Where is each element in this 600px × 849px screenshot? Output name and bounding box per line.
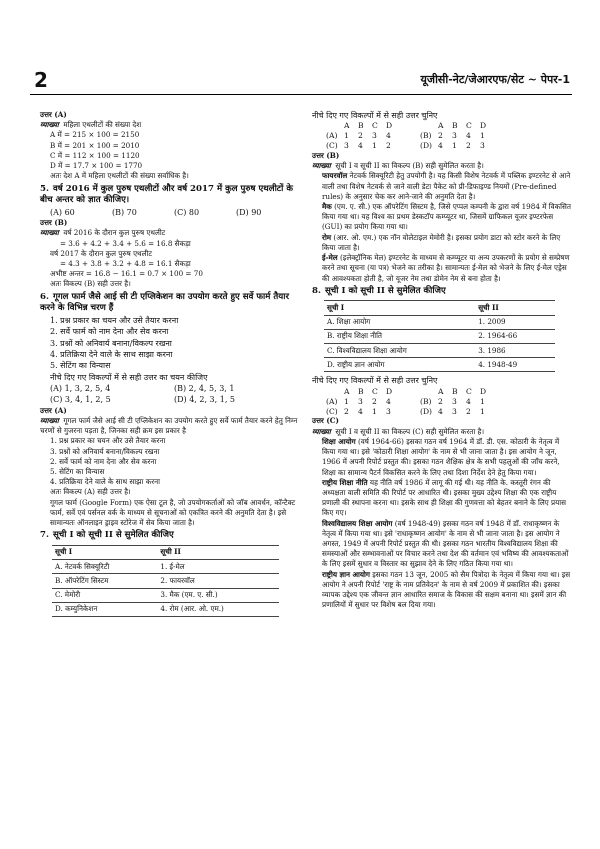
list-1-item: D. राष्ट्रीय ज्ञान आयोग: [324, 358, 475, 372]
exp5-line-5: अभीष्ट अन्तर = 16.8 − 16.1 = 0.7 × 100 = 70: [50, 269, 203, 279]
grid-cell: (A): [326, 131, 338, 141]
grid-cell: [400, 407, 420, 417]
term-email: ई-मेल: [322, 253, 338, 263]
q7-match-table: [52, 545, 279, 617]
term-knowledge-commission: राष्ट्रीय ज्ञान आयोग: [322, 569, 370, 579]
grid-cell: 2: [438, 131, 443, 141]
page-header-title: यूजीसी-नेट/जेआरएफ/सेट ~ पेपर-1: [420, 73, 570, 86]
table-row: [52, 574, 279, 588]
grid-cell: 1: [344, 396, 349, 406]
q6-options-row-1: [40, 383, 298, 394]
grid-cell: (C): [326, 406, 338, 416]
grid-cell: 3: [344, 141, 349, 151]
answer-6: उत्तर (A): [40, 405, 67, 415]
exp8-knowledge-commission: [312, 570, 574, 611]
exp5-line-6: अतः विकल्प (B) सही उत्तर है।: [50, 279, 131, 289]
table-header-list-1: सूची I: [52, 545, 157, 559]
exp7-mac-text: (एम. ए. सी.) एक ऑपरेटिंग सिस्टम है, जिसे एप्पल कम्पनी के द्वारा वर्ष 1984 में विकसित किया गया था। यह विश्व का प्रथम डेस्कटॉप कम्प्यूटर था, जिसमें ग्राफिकल यूजर इण्टरफेस (GUI) का प्रयोग किया गया था।: [322, 202, 571, 232]
table-row: [324, 329, 555, 343]
grid-cell: C: [466, 386, 472, 396]
q5-text: वर्ष 2016 में कुल पुरुष एथलीटों और वर्ष 2017 में कुल पुरुष एथलीटों के बीच अन्तर को ज्ञात कीजिए।: [40, 183, 293, 206]
q7-text: सूची I को सूची II से सुमेलित कीजिए: [53, 530, 174, 541]
grid-cell: C: [372, 386, 378, 396]
q8-prompt: नीचे दिए गए विकल्पों में से सही उत्तर चुनिए: [312, 376, 438, 386]
exp5-line-3: वर्ष 2017 के दौरान कुल पुरुष एथलीट: [50, 248, 152, 258]
exp6-step-5: 4. प्रतिक्रिया देने वाले के साथ साझा करना: [50, 477, 161, 487]
grid-cell: (B): [420, 396, 432, 406]
exp7-email: [312, 253, 574, 284]
grid-cell: [400, 121, 420, 131]
table-row: [52, 560, 279, 574]
grid-cell: (D): [420, 406, 433, 416]
list-1-item: A. शिक्षा आयोग: [324, 315, 475, 329]
grid-cell: 3: [386, 406, 391, 416]
page-number: 2: [34, 68, 48, 92]
q6-option-c: (C) 3, 4, 1, 2, 5: [50, 395, 111, 405]
q8-number: 8.: [312, 285, 321, 296]
exp4-conclusion: अतः देश A में महिला एथलीटों की संख्या सर्वाधिक है।: [50, 171, 189, 181]
grid-cell: [400, 387, 420, 397]
q6-option-a: (A) 1, 3, 2, 5, 4: [50, 383, 111, 393]
q7-number: 7.: [40, 530, 49, 541]
grid-cell: [326, 121, 344, 131]
table-header-list-1: सूची I: [324, 301, 475, 315]
grid-cell: (B): [420, 131, 432, 141]
q7-prompt: नीचे दिए गए विकल्पों में से सही उत्तर चुनिए: [312, 111, 438, 120]
grid-cell: 1: [372, 141, 377, 151]
exp4-line-d: D में = 17.7 × 100 = 1770: [50, 161, 143, 171]
q5-option-a: (A) 60: [50, 207, 75, 217]
term-education-commission: शिक्षा आयोग: [322, 436, 356, 446]
explanation-4-text: महिला एथलीटों की संख्या देश: [63, 120, 142, 130]
list-1-item: C. मेमोरी: [52, 588, 157, 602]
table-row: [324, 315, 555, 329]
grid-cell: 2: [386, 141, 391, 151]
q5-number: 5.: [40, 183, 49, 194]
question-5: [40, 184, 298, 207]
exp5-line-2: = 3.6 + 4.2 + 3.4 + 5.6 = 16.8 सैकड़ा: [60, 238, 191, 248]
answer-8: उत्तर (C): [312, 416, 339, 426]
grid-cell: 4: [466, 396, 471, 406]
exp6-text: गूगल फार्म जैसे आई सी टी एप्लिकेशन का उपयोग करते हुए सर्वे फार्म तैयार करने हेतु निम्न चरणों से गुजरना पड़ता है, जिनका सही क्रम इस प्रकार है: [40, 415, 298, 436]
table-header-row: [324, 301, 555, 315]
exp7-rom: [312, 233, 574, 253]
grid-cell: D: [386, 121, 393, 131]
grid-cell: 1: [452, 141, 457, 151]
grid-cell: 4: [466, 131, 471, 141]
table-row: [52, 602, 279, 616]
grid-cell: 4: [358, 406, 363, 416]
grid-cell: A: [344, 121, 350, 131]
grid-cell: D: [386, 386, 393, 396]
grid-cell: A: [438, 121, 444, 131]
explanation-label: व्याख्या: [40, 120, 59, 130]
grid-cell: 2: [372, 396, 377, 406]
list-2-item: 4. रोम (आर. ओ. एम.): [157, 602, 279, 616]
exp4-line-b: B में = 201 × 100 = 2010: [50, 140, 140, 150]
grid-cell: D: [480, 386, 487, 396]
list-1-item: C. विश्वविद्यालय शिक्षा आयोग: [324, 344, 475, 358]
explanation-5: [40, 228, 298, 238]
exp5-line-4: = 4.3 + 3.8 + 3.2 + 4.8 = 16.1 सैकड़ा: [60, 258, 191, 268]
exp6-step-2: 3. प्रश्नों को अनिवार्य बनाना/विकल्प रखना: [50, 446, 160, 456]
explanation-6: [40, 416, 298, 436]
exp6-step-4: 5. सेटिंग का विन्यास: [50, 466, 105, 476]
term-firewall: फायरवॉल: [322, 171, 348, 181]
list-1-item: B. राष्ट्रीय शिक्षा नीति: [324, 329, 475, 343]
q6-step-4: 4. प्रतिक्रिया देने वाले के साथ साझा करना: [50, 349, 173, 359]
q6-text: गूगल फार्म जैसे आई सी टी एप्लिकेशन का उपयोग करते हुए सर्वे फार्म तैयार करने के विभिन्न चरण हैं: [40, 291, 289, 314]
exp8-education-commission-text: (वर्ष 1964-66) इसका गठन वर्ष 1964 में डॉ. डी. एस. कोठारी के नेतृत्व में किया गया था। इसे 'कोठारी शिक्षा आयोग' के नाम से भी जाना जाता है। इस आयोग ने जून, 1966 में अपनी रिपोर्ट प्रस्तुत की। इसका गठन शैक्षिक क्षेत्र के सभी पहलुओं की जाँच करने, शिक्षा का सामान्य पैटर्न विकसित करने के लिए तथा दिशा निर्देश देने हेतु किया गया।: [322, 436, 560, 477]
q6-option-d: (D) 4, 2, 3, 1, 5: [174, 395, 235, 405]
header-rule: [30, 94, 572, 95]
q6-step-5: 5. सेटिंग का विन्यास: [50, 361, 111, 371]
q8-match-table: [324, 300, 555, 372]
answer-7: उत्तर (B): [312, 150, 340, 160]
table-row: [324, 344, 555, 358]
explanation-label: व्याख्या: [40, 228, 59, 238]
grid-cell: 3: [452, 131, 457, 141]
table-row: [324, 358, 555, 372]
grid-cell: 1: [372, 406, 377, 416]
q7-options-grid: [312, 121, 574, 151]
question-8: [312, 286, 574, 298]
q6-step-3: 3. प्रश्नों को अनिवार्य बनाना/विकल्प रखना: [50, 338, 172, 348]
term-rom: रोम: [322, 232, 332, 242]
q8-text: सूची I को सूची II से सुमेलित कीजिए: [325, 285, 446, 296]
grid-cell: 4: [438, 406, 443, 416]
q5-option-d: (D) 90: [236, 207, 262, 217]
table-row: [52, 588, 279, 602]
grid-cell: 3: [452, 396, 457, 406]
grid-cell: 4: [358, 141, 363, 151]
grid-cell: (D): [420, 141, 433, 151]
q5-option-b: (B) 70: [112, 207, 137, 217]
grid-cell: 4: [386, 131, 391, 141]
exp8-national-policy: [312, 478, 574, 519]
grid-cell: 2: [466, 406, 471, 416]
list-1-item: D. कम्युनिकेशन: [52, 602, 157, 616]
left-column: [40, 110, 298, 620]
explanation-7: [312, 161, 574, 171]
exp8-national-policy-text: यह नीति वर्ष 1986 में लागू की गई थी। यह नीति के. कस्तूरी रंगन की अध्यक्षता वाली समिति की रिपोर्ट पर आधारित थी। इसका मुख्य उद्देश्य शिक्षा की एक राष्ट्रीय प्रणाली की स्थापना करना था। इसके साथ ही शिक्षा की गुणवत्ता को बेहतर बनाने के लिए प्रयास किए गए।: [322, 477, 566, 518]
q6-number: 6.: [40, 291, 49, 302]
table-header-row: [52, 545, 279, 559]
list-2-item: 3. 1986: [475, 344, 554, 358]
exp7-firewall-text: नेटवर्क सिक्यूरिटी हेतु उपयोगी है। यह किसी विशेष नेटवर्क में पब्लिक इण्टरनेट से आने वाली तथा विशेष नेटवर्क से जाने वाली डेटा पैकेट को प्री-डिफाइण्ड नियमों (Pre-defined rules) के अनुसार चेक कर आने-जाने की अनुमति देता है।: [322, 171, 571, 201]
term-mac: मैक: [322, 202, 332, 212]
grid-cell: B: [358, 121, 364, 131]
grid-cell: 2: [438, 396, 443, 406]
list-2-item: 4. 1948-49: [475, 358, 554, 372]
explanation-label: व्याख्या: [40, 415, 59, 425]
exp7-firewall: [312, 171, 574, 202]
exp6-step-1: 1. प्रश्न प्रकार का चयन और उसे तैयार करना: [50, 436, 166, 446]
grid-cell: A: [438, 386, 444, 396]
exp6-step-3: 2. सर्वे फार्म को नाम देना और सेव करना: [50, 456, 157, 466]
grid-cell: 3: [452, 406, 457, 416]
exp7-intro: सूची I व सूची II का विकल्प (B) सही सुमेलित करता है।: [335, 161, 484, 171]
list-2-item: 1. ई-मेल: [157, 560, 279, 574]
list-1-item: A. नेटवर्क सिक्यूरिटी: [52, 560, 157, 574]
grid-cell: 1: [480, 406, 485, 416]
q6-options-row-2: [40, 394, 298, 405]
q8-options-grid: [312, 387, 574, 417]
q5-options: [40, 207, 298, 218]
grid-cell: 1: [480, 131, 485, 141]
exp8-intro: सूची I व सूची II का विकल्प (C) सही सुमेलित करता है।: [335, 426, 485, 436]
grid-cell: 3: [372, 131, 377, 141]
grid-cell: [420, 387, 438, 397]
exp7-mac: [312, 202, 574, 233]
grid-cell: C: [372, 121, 378, 131]
exp5-line-1: वर्ष 2016 के दौरान कुल पुरुष एथलीट: [63, 228, 166, 238]
list-2-item: 2. फायरवॉल: [157, 574, 279, 588]
grid-cell: A: [344, 386, 350, 396]
explanation-label: व्याख्या: [312, 426, 331, 436]
exp6-note: गूगल फार्म (Google Form) एक ऐसा टूल है, जो उपयोगकर्ताओं को जॉब आवर्धन, कॉन्टैक्ट फार्म, सर्वे एवं पर्सनल वर्क के माध्यम से सूचनाओं को एकत्रित करने की अनुमति देता है। इसे सामान्यतः ऑनलाइन ड्राइव स्टोरेज में सेव किया जाता है।: [50, 497, 296, 528]
list-2-item: 2. 1964-66: [475, 329, 554, 343]
answer-4: उत्तर (A): [40, 110, 67, 119]
list-2-item: 1. 2009: [475, 315, 554, 329]
exp6-conclusion: अतः विकल्प (A) सही उत्तर है।: [50, 487, 131, 497]
q6-option-b: (B) 2, 4, 5, 3, 1: [174, 383, 235, 393]
question-6: [40, 292, 298, 315]
explanation-label: व्याख्या: [312, 161, 331, 171]
exp7-rom-text: (आर. ओ. एम.) एक नॉन वोलेटाइल मेमोरी है। इसका प्रयोग डाटा को स्टोर करने के लिए किया जाता है।: [322, 232, 561, 252]
explanation-8: [312, 427, 574, 437]
grid-cell: 3: [480, 141, 485, 151]
list-1-item: B. ऑपरेटिंग सिस्टम: [52, 574, 157, 588]
q6-prompt: नीचे दिए गए विकल्पों में से सही उत्तर का चयन कीजिए: [50, 372, 208, 382]
exp4-line-a: A में = 215 × 100 = 2150: [50, 130, 140, 140]
grid-cell: D: [480, 121, 487, 131]
exp4-line-c: C में = 112 × 100 = 1120: [50, 150, 140, 160]
grid-cell: [400, 397, 420, 407]
grid-cell: [326, 387, 344, 397]
right-column: [312, 110, 574, 611]
table-header-list-2: सूची II: [475, 301, 554, 315]
grid-cell: 2: [344, 406, 349, 416]
grid-cell: [400, 131, 420, 141]
grid-cell: (A): [326, 396, 338, 406]
exp8-university-commission-text: (वर्ष 1948-49) इसका गठन वर्ष 1948 में डॉ. राधाकृष्णन के नेतृत्व में किया गया था। इसे 'राधाकृष्णन आयोग' के नाम से भी जाना जाता है। इस आयोग ने अगस्त, 1949 में अपनी रिपोर्ट प्रस्तुत की थी। इसका गठन भारतीय विश्वविद्यालय शिक्षा की समस्याओं और सम्भावनाओं पर विचार करने तथा देश की वर्तमान एवं भविष्य की आवश्यकताओं के लिए इसमें सुधार व विस्तार का सुझाव देने के लिए गठित किया गया था।: [322, 518, 569, 569]
grid-cell: 3: [358, 396, 363, 406]
exp8-knowledge-commission-text: इसका गठन 13 जून, 2005 को सैम पित्रोदा के नेतृत्व में किया गया था। इस आयोग ने अपनी रिपोर्ट 'राष्ट्र के नाम प्रतिवेदन' के नाम से वर्ष 2009 में प्रकाशित की। इसका व्यापक उद्देश्य एक जीवन्त ज्ञान आधारित समाज के विकास की सक्षम बनाना था। इसमें ज्ञान की प्रणालियों में सुधार पर विशेष बल दिया गया।: [322, 569, 571, 610]
grid-cell: [420, 121, 438, 131]
grid-cell: 2: [466, 141, 471, 151]
term-national-policy: राष्ट्रीय शिक्षा नीति: [322, 477, 368, 487]
explanation-4: [40, 120, 298, 130]
grid-cell: B: [452, 386, 458, 396]
grid-cell: B: [452, 121, 458, 131]
grid-cell: B: [358, 386, 364, 396]
answer-5: उत्तर (B): [40, 218, 68, 228]
exp8-education-commission: [312, 437, 574, 478]
grid-cell: 1: [344, 131, 349, 141]
q6-step-2: 2. सर्वे फार्म को नाम देना और सेव करना: [50, 327, 169, 337]
exp7-email-text: (इलेक्ट्रॉनिक मेल) इण्टरनेट के माध्यम से कम्प्यूटर या अन्य उपकरणों के प्रयोग से सम्प्रेषण करने तथा सूचना (या पत्र) भेजने का तरीका है। सामान्यतः ई-मेल को भेजने के लिए ई-मेल एड्रेस की आवश्यकता होती है, जो यूजर नेम तथा डोमेन नेम से बना होता है।: [322, 253, 570, 283]
grid-cell: C: [466, 121, 472, 131]
grid-cell: [400, 141, 420, 151]
grid-cell: (C): [326, 141, 338, 151]
list-2-item: 3. मैक (एम. ए. सी.): [157, 588, 279, 602]
grid-cell: 4: [386, 396, 391, 406]
question-7: [40, 530, 298, 542]
grid-cell: 4: [438, 141, 443, 151]
q6-step-1: 1. प्रश्न प्रकार का चयन और उसे तैयार करना: [50, 315, 179, 325]
q5-option-c: (C) 80: [174, 207, 200, 217]
grid-cell: 2: [358, 131, 363, 141]
table-header-list-2: सूची II: [157, 545, 279, 559]
grid-cell: 1: [480, 396, 485, 406]
term-university-commission: विश्वविद्यालय शिक्षा आयोग: [322, 518, 393, 528]
exp8-university-commission: [312, 519, 574, 570]
